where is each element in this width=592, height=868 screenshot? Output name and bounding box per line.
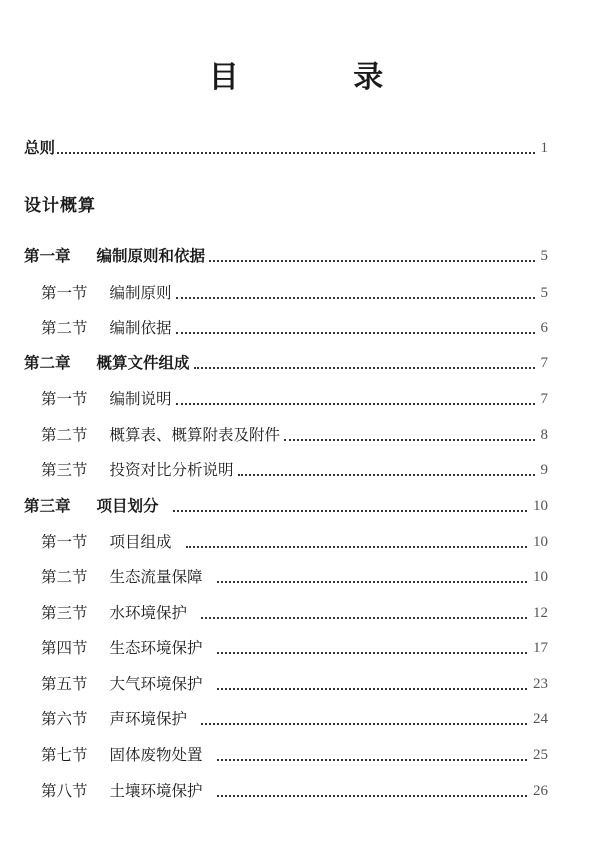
dot-leader: [217, 794, 527, 797]
section-number: 第一节: [41, 533, 88, 551]
toc-entry-name: 投资对比分析说明: [109, 461, 234, 479]
toc-entry-page: 26: [533, 783, 548, 799]
toc-section-entry[interactable]: [41, 779, 548, 803]
toc-entry-name: 项目划分: [96, 496, 159, 515]
toc-section-entry[interactable]: [41, 601, 548, 625]
section-number: 第一节: [41, 284, 88, 302]
section-heading: 设计概算: [24, 196, 96, 216]
section-number: 第一节: [41, 390, 88, 408]
toc-entry-name: 水环境保护: [109, 604, 188, 622]
toc-entry-name: 生态流量保障: [109, 568, 203, 586]
dot-leader: [217, 758, 527, 761]
chapter-number: 第三章: [24, 496, 71, 515]
toc-section-entry[interactable]: [41, 458, 548, 482]
dot-leader: [176, 331, 535, 334]
toc-entry-name: 编制原则: [109, 284, 172, 302]
toc-entry-page: 5: [540, 248, 548, 264]
toc-chapter-entry[interactable]: [24, 351, 548, 375]
dot-leader: [173, 509, 527, 512]
toc-section-entry[interactable]: [41, 672, 548, 696]
section-number: 第七节: [41, 746, 88, 764]
dot-leader: [57, 151, 534, 154]
toc-entry-page: 7: [540, 355, 548, 371]
toc-entry-page: 1: [540, 140, 548, 156]
section-number: 第四节: [41, 639, 88, 657]
toc-entry-page: 9: [540, 462, 548, 478]
toc-section-entry[interactable]: [41, 636, 548, 660]
dot-leader: [238, 473, 535, 476]
toc-section-entry[interactable]: [41, 743, 548, 767]
toc-section-entry[interactable]: [41, 423, 548, 447]
chapter-number: 第一章: [24, 246, 71, 265]
toc-entry-general[interactable]: [24, 136, 548, 160]
toc-entry-name: 项目组成: [109, 533, 172, 551]
toc-entry-name: 大气环境保护: [109, 675, 203, 693]
toc-entry-page: 6: [540, 320, 548, 336]
toc-section-entry[interactable]: [41, 281, 548, 305]
section-number: 第二节: [41, 568, 88, 586]
toc-entry-page: 17: [533, 640, 548, 656]
toc-entry-name: 概算表、概算附表及附件: [109, 426, 281, 444]
dot-leader: [284, 438, 534, 441]
dot-leader: [217, 651, 527, 654]
toc-entry-page: 12: [533, 605, 548, 621]
toc-entry-name: 声环境保护: [109, 710, 188, 728]
dot-leader: [201, 616, 527, 619]
toc-entry-page: 10: [533, 569, 548, 585]
toc-entry-name: 编制说明: [109, 390, 172, 408]
toc-entry-page: 25: [533, 747, 548, 763]
toc-entry-name: 编制原则和依据: [96, 246, 206, 265]
dot-leader: [217, 580, 527, 583]
toc-entry-name: 生态环境保护: [109, 639, 203, 657]
section-number: 第八节: [41, 782, 88, 800]
dot-leader: [217, 687, 527, 690]
toc-entry-page: 24: [533, 711, 548, 727]
chapter-number: 第二章: [24, 353, 71, 372]
toc-entry-name: 概算文件组成: [96, 353, 190, 372]
dot-leader: [176, 296, 535, 299]
section-number: 第三节: [41, 461, 88, 479]
toc-entry-page: 5: [540, 285, 548, 301]
dot-leader: [201, 722, 527, 725]
toc-entry-page: 23: [533, 676, 548, 692]
toc-entry-page: 10: [533, 534, 548, 550]
section-number: 第二节: [41, 426, 88, 444]
section-number: 第三节: [41, 604, 88, 622]
toc-section-entry[interactable]: [41, 316, 548, 340]
toc-chapter-entry[interactable]: [24, 494, 548, 518]
toc-section-entry[interactable]: [41, 565, 548, 589]
toc-chapter-entry[interactable]: [24, 244, 548, 268]
section-number: 第五节: [41, 675, 88, 693]
toc-entry-page: 8: [540, 427, 548, 443]
toc-entry-name: 土壤环境保护: [109, 782, 203, 800]
toc-section-entry[interactable]: [41, 530, 548, 554]
toc-entry-name: 总则: [24, 138, 56, 157]
section-number: 第二节: [41, 319, 88, 337]
toc-section-entry[interactable]: [41, 707, 548, 731]
dot-leader: [209, 259, 534, 262]
toc-entry-page: 7: [540, 391, 548, 407]
page-title: 目 录: [208, 60, 436, 95]
section-number: 第六节: [41, 710, 88, 728]
toc-entry-name: 固体废物处置: [109, 746, 203, 764]
toc-entry-page: 10: [533, 498, 548, 514]
dot-leader: [194, 366, 535, 369]
dot-leader: [176, 402, 535, 405]
dot-leader: [186, 545, 527, 548]
toc-section-entry[interactable]: [41, 387, 548, 411]
toc-entry-name: 编制依据: [109, 319, 172, 337]
